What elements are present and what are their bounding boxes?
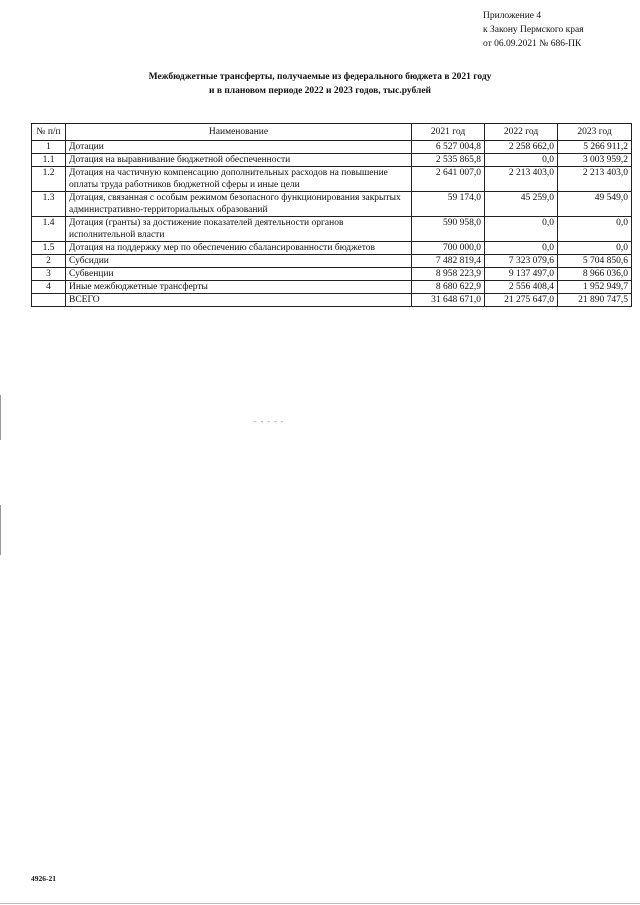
table-row: [32, 242, 632, 255]
row-2022: 0,0: [485, 154, 558, 167]
row-2021: 590 958,0: [412, 217, 485, 242]
row-2022: 0,0: [485, 217, 558, 242]
row-num: 1.1: [32, 154, 66, 167]
row-name: Субвенции: [66, 268, 412, 281]
document-title-line-1: Межбюджетные трансферты, получаемые из федерального бюджета в 2021 году: [148, 72, 492, 82]
appendix-line-3: от 06.09.2021 № 686-ПК: [483, 39, 582, 49]
row-name: Иные межбюджетные трансферты: [66, 281, 412, 294]
table-row: [32, 141, 632, 154]
scan-edge-mark: [0, 505, 1, 555]
row-2023: 1 952 949,7: [558, 281, 632, 294]
row-2022: 2 213 403,0: [485, 167, 558, 192]
row-num: 1: [32, 141, 66, 154]
row-num: 1.3: [32, 192, 66, 217]
row-2022: 2 258 662,0: [485, 141, 558, 154]
row-2022: 0,0: [485, 242, 558, 255]
table-row: [32, 217, 632, 242]
table-total-row: [32, 294, 632, 307]
table-row: [32, 167, 632, 192]
document-title-line-2: и в плановом периоде 2022 и 2023 годов, тыс.рублей: [208, 86, 432, 96]
row-2022: 2 556 408,4: [485, 281, 558, 294]
row-num: 1.2: [32, 167, 66, 192]
row-name: Дотация на выравнивание бюджетной обеспеченности: [66, 154, 412, 167]
row-2021: 8 958 223,9: [412, 268, 485, 281]
total-label: ВСЕГО: [66, 294, 412, 307]
table-row: [32, 255, 632, 268]
row-2023: 5 704 850,6: [558, 255, 632, 268]
row-num: 2: [32, 255, 66, 268]
row-2023: 3 003 959,2: [558, 154, 632, 167]
scan-edge-mark: [0, 395, 1, 440]
row-2023: 5 266 911,2: [558, 141, 632, 154]
row-2022: 7 323 079,6: [485, 255, 558, 268]
row-name: Дотация (гранты) за достижение показателей деятельности органов исполнительной власти: [66, 217, 412, 242]
document-title: [60, 70, 580, 98]
header-num: № п/п: [32, 124, 66, 141]
table-row: [32, 268, 632, 281]
row-2021: 7 482 819,4: [412, 255, 485, 268]
appendix-line-1: Приложение 4: [483, 11, 542, 21]
header-2021: 2021 год: [412, 124, 485, 141]
header-name: Наименование: [66, 124, 412, 141]
total-2023: 21 890 747,5: [558, 294, 632, 307]
row-name: Дотация на поддержку мер по обеспечению сбалансированности бюджетов: [66, 242, 412, 255]
table-row: [32, 192, 632, 217]
row-2021: 2 641 007,0: [412, 167, 485, 192]
row-2023: 0,0: [558, 217, 632, 242]
separator-mark: - - - - -: [254, 417, 285, 426]
row-name: Дотация, связанная с особым режимом безопасного функционирования закрытых административно-территориальных образований: [66, 192, 412, 217]
row-name: Дотация на частичную компенсацию дополнительных расходов на повышение оплаты труда работников бюджетной сферы и иные цели: [66, 167, 412, 192]
appendix-note: [483, 9, 584, 51]
row-2021: 59 174,0: [412, 192, 485, 217]
row-num: 1.4: [32, 217, 66, 242]
total-num: [32, 294, 66, 307]
row-2023: 49 549,0: [558, 192, 632, 217]
row-2023: 2 213 403,0: [558, 167, 632, 192]
row-2022: 9 137 497,0: [485, 268, 558, 281]
row-2021: 6 527 004,8: [412, 141, 485, 154]
row-name: Дотации: [66, 141, 412, 154]
row-2021: 700 000,0: [412, 242, 485, 255]
row-2021: 8 680 622,9: [412, 281, 485, 294]
row-2023: 8 966 036,0: [558, 268, 632, 281]
header-2022: 2022 год: [485, 124, 558, 141]
header-2023: 2023 год: [558, 124, 632, 141]
row-num: 4: [32, 281, 66, 294]
footer-code: 4926-21: [31, 874, 56, 883]
table-header-row: [32, 124, 632, 141]
appendix-line-2: к Закону Пермского края: [483, 25, 584, 35]
row-2021: 2 535 865,8: [412, 154, 485, 167]
scan-bottom-edge: [0, 903, 640, 904]
total-2021: 31 648 671,0: [412, 294, 485, 307]
row-2023: 0,0: [558, 242, 632, 255]
total-2022: 21 275 647,0: [485, 294, 558, 307]
row-name: Субсидии: [66, 255, 412, 268]
row-num: 3: [32, 268, 66, 281]
row-2022: 45 259,0: [485, 192, 558, 217]
table-row: [32, 154, 632, 167]
table-row: [32, 281, 632, 294]
row-num: 1.5: [32, 242, 66, 255]
transfers-table: [31, 123, 632, 307]
